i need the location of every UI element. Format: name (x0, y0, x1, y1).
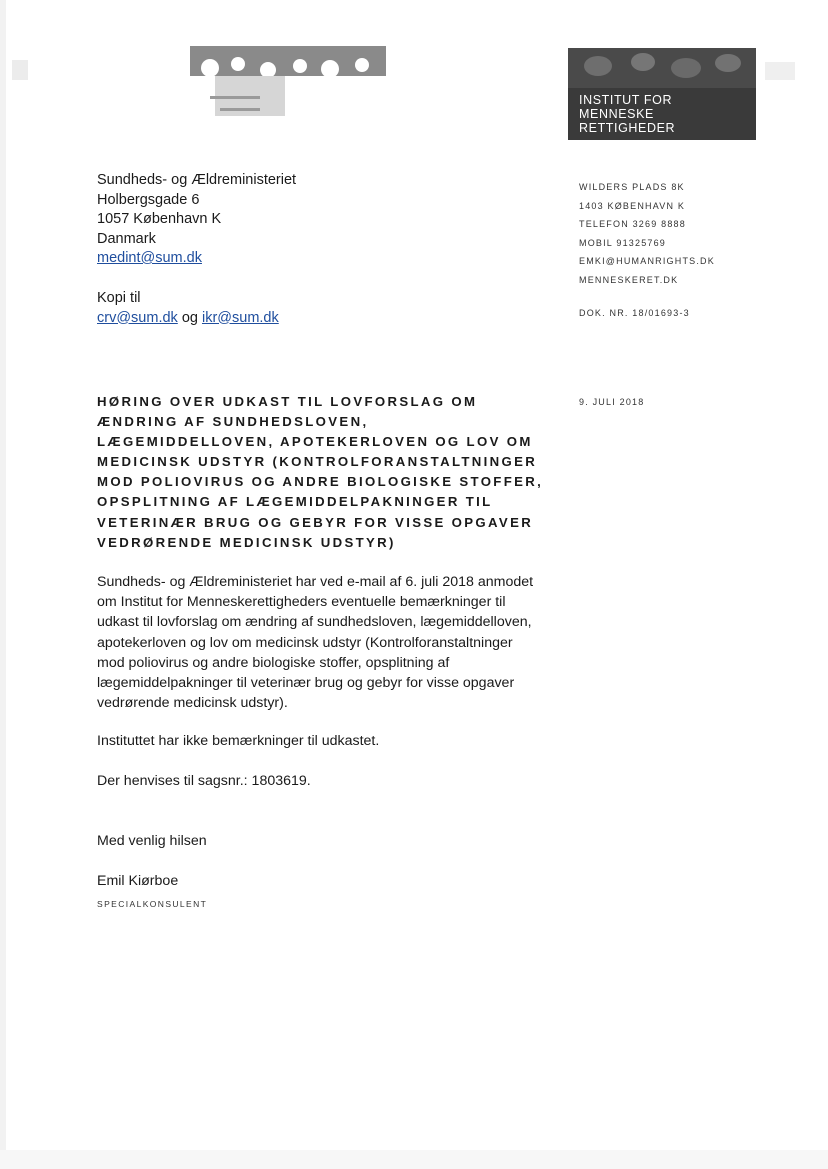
body-line: lægemiddelpakninger til veterinær brug og gebyr for visse opgaver (97, 675, 515, 692)
logo-line-3: RETTIGHEDER (579, 121, 676, 135)
sender-city: 1403 KØBENHAVN K (579, 200, 686, 211)
sender-mobile: MOBIL 91325769 (579, 237, 667, 248)
body-paragraph (97, 572, 567, 713)
body-line: Sundheds- og Ældreministeriet har ved e-mail af 6. juli 2018 anmodet (97, 574, 534, 590)
copy-email-1-link[interactable]: crv@sum.dk (97, 309, 178, 326)
subject-line: ÆNDRING AF SUNDHEDSLOVEN, (97, 414, 369, 430)
recipient-city: 1057 København K (97, 211, 222, 227)
subject-line: LÆGEMIDDELLOVEN, APOTEKERLOVEN OG LOV OM (97, 434, 533, 450)
signer-title: SPECIALKONSULENT (97, 899, 208, 909)
logo-line-1: INSTITUT FOR (579, 93, 673, 107)
document-number: DOK. NR. 18/01693-3 (579, 308, 690, 318)
sender-phone: TELEFON 3269 8888 (579, 219, 686, 230)
subject-heading (97, 392, 567, 553)
body-line: vedrørende medicinsk udstyr). (97, 695, 288, 712)
subject-line: MOD POLIOVIRUS OG ANDRE BIOLOGISKE STOFFER, (97, 474, 544, 490)
institute-logo (568, 48, 756, 140)
copy-email-2-link[interactable]: ikr@sum.dk (201, 309, 279, 326)
subject-line: HØRING OVER UDKAST TIL LOVFORSLAG OM (97, 394, 478, 409)
recipient-address (97, 171, 296, 269)
recipient-email-link[interactable]: medint@sum.dk (97, 250, 202, 266)
recipient-street: Holbergsgade 6 (97, 191, 200, 208)
recipient-country: Danmark (97, 230, 156, 247)
subject-line: MEDICINSK UDSTYR (KONTROLFORANSTALTNINGER (97, 454, 538, 470)
signer-name: Emil Kiørboe (97, 873, 179, 889)
body-line: udkast til lovforslag om ændring af sundhedsloven, lægemiddelloven, (97, 614, 532, 631)
closing-salutation: Med venlig hilsen (97, 833, 207, 849)
recipient-name: Sundheds- og Ældreministeriet (97, 172, 297, 188)
subject-line: VEDRØRENDE MEDICINSK UDSTYR) (97, 534, 396, 550)
logo-line-2: MENNESKE (579, 107, 654, 121)
institute-logo-faded (190, 46, 386, 122)
subject-line: OPSPLITNING AF LÆGEMIDDELPAKNINGER TIL (97, 494, 493, 510)
body-line: apotekerloven og lov om medicinsk udstyr (Kontrolforanstaltninger (97, 634, 513, 651)
sender-contact (579, 178, 715, 290)
case-reference-paragraph: Der henvises til sagsnr.: 1803619. (97, 773, 311, 789)
copy-connector: og (177, 309, 202, 326)
no-remarks-paragraph: Instituttet har ikke bemærkninger til udkastet. (97, 733, 380, 749)
copy-recipients (97, 289, 279, 328)
sender-address: WILDERS PLADS 8K (579, 182, 685, 192)
sender-web: MENNESKERET.DK (579, 274, 679, 285)
body-line: om Institut for Menneskerettigheders eventuelle bemærkninger til (97, 594, 506, 611)
letter-date: 9. JULI 2018 (579, 397, 645, 407)
body-line: mod poliovirus og andre biologiske stoffer, opsplitning af (97, 654, 450, 671)
sender-email: EMKI@HUMANRIGHTS.DK (579, 256, 715, 267)
copy-label: Kopi til (97, 290, 141, 306)
subject-line: VETERINÆR BRUG OG GEBYR FOR VISSE OPGAVER (97, 514, 534, 530)
